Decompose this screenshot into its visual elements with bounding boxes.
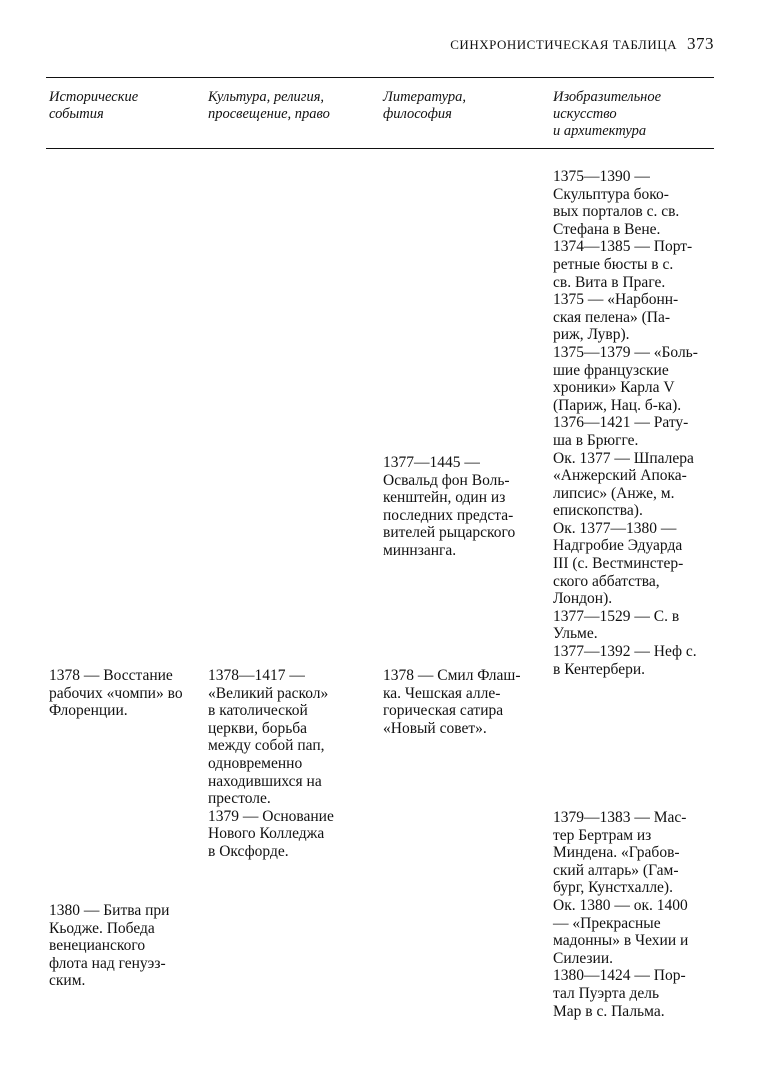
literature-entry-1378: 1378 — Смил Флаш- ка. Чешская алле- горическая сатира «Новый совет». — [383, 667, 521, 737]
header-rule — [46, 148, 714, 149]
history-entry-1380: 1380 — Битва при Кьодже. Победа венецианского флота над генуэз- ским. — [49, 902, 170, 990]
column-header-culture: Культура, религия, просвещение, право — [208, 89, 330, 122]
art-entry-1375-1377: 1375—1390 — Скульптура боко- вых порталов с. св. Стефана в Вене. 1374—1385 — Порт- ретные бюсты в с. св. Вита в Праге. 1375 — «Нарбонн- ская пелена» (Па- риж, Лувр). 1375—1379 — «Боль- шие французские хроники» Карла V (Париж, Нац. б-ка). 1376—1421 — Рату- ша в Брюгге. Ок. 1377 — Шпалера «Анжерский Апока- липсис» (Анже, м. епископства). Ок. 1377—1380 — Надгробие Эдуарда III (с. Вестминстер- ского аббатства, Лондон). 1377—1529 — С. в Ульме. 1377—1392 — Неф с. в Кентербери. — [553, 168, 698, 678]
literature-entry-1377: 1377—1445 — Освальд фон Воль- кенштейн, один из последних предста- вителей рыцарского миннзанга. — [383, 454, 516, 559]
column-header-literature: Литература, философия — [383, 89, 466, 122]
top-rule — [46, 77, 714, 78]
running-head-title: СИНХРОНИСТИЧЕСКАЯ ТАБЛИЦА — [450, 37, 677, 52]
running-head — [450, 34, 714, 54]
page-number: 373 — [687, 34, 714, 53]
art-entry-1379-1380: 1379—1383 — Мас- тер Бертрам из Миндена. «Грабов- ский алтарь» (Гам- бург, Кунстхалле). Ок. 1380 — ок. 1400 — «Прекрасные мадонны» в Чехии и Силезии. 1380—1424 — Пор- тал Пуэрта дель Мар в с. Пальма. — [553, 809, 689, 1020]
column-header-art: Изобразительное искусство и архитектура — [553, 89, 662, 139]
history-entry-1378: 1378 — Восстание рабочих «чомпи» во Флоренции. — [49, 667, 183, 720]
column-header-history: Исторические события — [49, 89, 139, 122]
culture-entry-1378-1379: 1378—1417 — «Великий раскол» в католической церкви, борьба между собой пап, одновременно находившихся на престоле. 1379 — Основание Нового Колледжа в Оксфорде. — [208, 667, 334, 860]
